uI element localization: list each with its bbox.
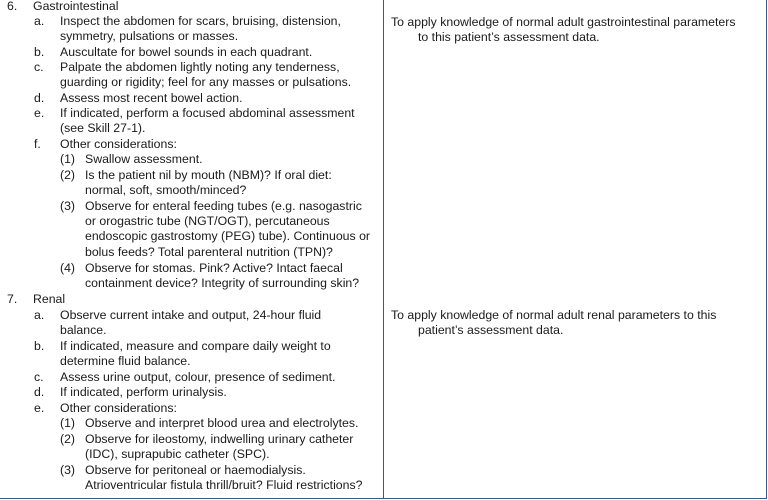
subitem-text: Observe for enteral feeding tubes (e.g. nasogastric (85, 199, 362, 213)
item-text: (see Skill 27-1). (60, 121, 146, 135)
item-text: Assess most recent bowel action. (60, 91, 243, 105)
item-text: balance. (60, 323, 107, 337)
subitem-text: Is the patient nil by mouth (NBM)? If oral diet: (85, 168, 332, 182)
subitem-marker: (2) (60, 432, 76, 446)
subitem-text: normal, soft, smooth/minced? (85, 183, 247, 197)
subitem-text: Swallow assessment. (85, 152, 203, 166)
item-marker: e. (34, 401, 45, 415)
subitem-text: Observe and interpret blood urea and electrolytes. (85, 416, 359, 430)
item-text: symmetry, pulsations or masses. (60, 29, 239, 43)
section-number: 7. (7, 292, 18, 306)
subitem-marker: (1) (60, 152, 76, 166)
item-text: If indicated, perform a focused abdominal assessment (60, 106, 355, 120)
subitem-text: (IDC), suprapubic catheter (SPC). (85, 447, 270, 461)
item-marker: d. (34, 385, 45, 399)
rationale-line: To apply knowledge of normal adult gastrointestinal parameters (391, 15, 736, 29)
item-marker: a. (34, 14, 45, 28)
rationale-line: To apply knowledge of normal adult renal parameters to this (391, 308, 717, 322)
item-text: If indicated, measure and compare daily weight to (60, 339, 331, 353)
item-text: Palpate the abdomen lightly noting any tenderness, (60, 60, 340, 74)
item-marker: e. (34, 106, 45, 120)
item-marker: c. (34, 60, 44, 74)
subitem-text: containment device? Integrity of surrounding skin? (85, 276, 360, 290)
item-text: Assess urine output, colour, presence of sediment. (60, 370, 336, 384)
item-marker: d. (34, 91, 45, 105)
section-number: 6. (7, 0, 18, 13)
subitem-marker: (2) (60, 168, 76, 182)
item-text: Other considerations: (60, 137, 177, 151)
rationale-line: to this patient’s assessment data. (418, 30, 600, 44)
subitem-marker: (1) (60, 416, 76, 430)
subitem-text: Atrioventricular fistula thrill/bruit? Fluid restrictions? (85, 478, 363, 492)
subitem-text: Observe for peritoneal or haemodialysis. (85, 463, 306, 477)
item-marker: b. (34, 339, 45, 353)
item-marker: b. (34, 45, 45, 59)
subitem-text: endoscopic gastrostomy (PEG) tube). Continuous or (85, 229, 371, 243)
item-text: If indicated, perform urinalysis. (60, 385, 227, 399)
item-text: Inspect the abdomen for scars, bruising, distension, (60, 14, 341, 28)
item-text: Auscultate for bowel sounds in each quadrant. (60, 45, 313, 59)
column-divider (383, 0, 384, 499)
item-marker: c. (34, 370, 44, 384)
item-marker: f. (34, 137, 41, 151)
item-marker: a. (34, 308, 45, 322)
item-text: Observe current intake and output, 24-hour fluid (60, 308, 322, 322)
subitem-marker: (3) (60, 463, 76, 477)
item-text: Other considerations: (60, 401, 177, 415)
section-title: Gastrointestinal (33, 0, 119, 13)
rationale-line: patient’s assessment data. (418, 323, 564, 337)
subitem-marker: (3) (60, 199, 76, 213)
subitem-text: bolus feeds? Total parenteral nutrition (TPN)? (85, 245, 333, 259)
item-text: determine fluid balance. (60, 354, 191, 368)
subitem-text: Observe for stomas. Pink? Active? Intact faecal (85, 261, 343, 275)
subitem-text: or orogastric tube (NGT/OGT), percutaneous (85, 214, 330, 228)
subitem-marker: (4) (60, 261, 76, 275)
section-title: Renal (33, 292, 66, 306)
item-text: guarding or rigidity; feel for any masses or pulsations. (60, 75, 352, 89)
subitem-text: Observe for ileostomy, indwelling urinary catheter (85, 432, 354, 446)
